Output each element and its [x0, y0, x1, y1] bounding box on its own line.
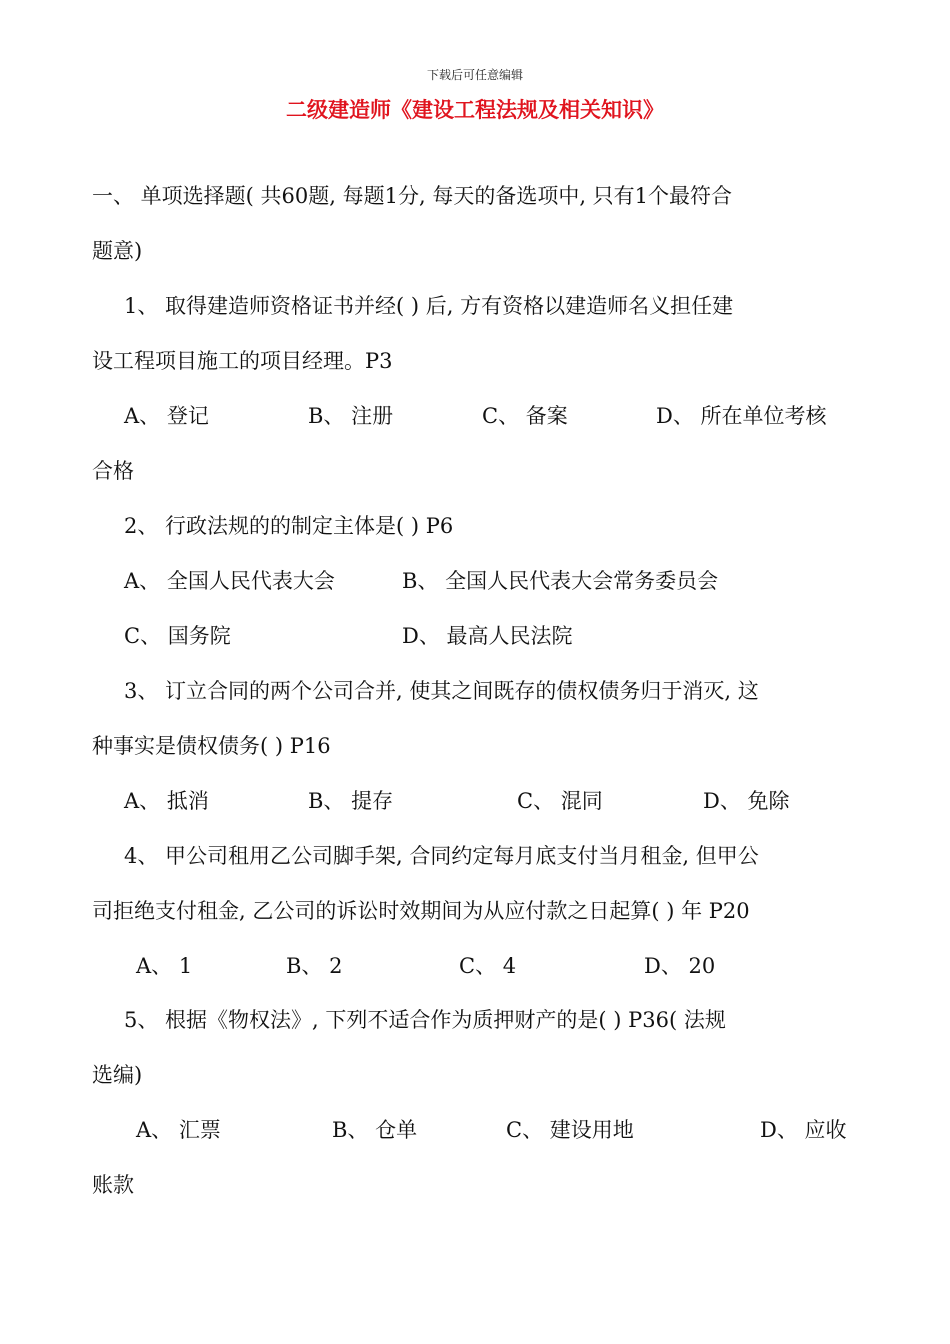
question-5-option-continuation: 账款 — [92, 1173, 134, 1197]
question-2-option-b: B、 全国人民代表大会常务委员会 — [402, 569, 719, 593]
question-4-option-d: D、 20 — [644, 954, 716, 978]
question-1-line-2: 设工程项目施工的项目经理。P3 — [92, 349, 393, 373]
question-4-line-2: 司拒绝支付租金, 乙公司的诉讼时效期间为从应付款之日起算( ) 年 P20 — [92, 899, 750, 923]
document-title: 二级建造师《建设工程法规及相关知识》 — [286, 97, 664, 122]
question-1-option-b: B、 注册 — [308, 404, 394, 428]
header-note: 下载后可任意编辑 — [426, 68, 523, 82]
question-2-option-c: C、 国务院 — [124, 624, 231, 648]
section-heading-line-2: 题意) — [92, 239, 143, 263]
section-heading-line-1: 一、 单项选择题( 共60题, 每题1分, 每天的备选项中, 只有1个最符合 — [92, 184, 733, 208]
question-3-option-b: B、 提存 — [308, 789, 394, 813]
question-2-option-a: A、 全国人民代表大会 — [124, 569, 335, 593]
question-5-option-d: D、 应收 — [760, 1118, 847, 1142]
question-3-option-a: A、 抵消 — [124, 789, 209, 813]
question-3-option-d: D、 免除 — [703, 789, 790, 813]
question-5-line-2: 选编) — [92, 1063, 143, 1087]
question-4-line-1: 4、 甲公司租用乙公司脚手架, 合同约定每月底支付当月租金, 但甲公 — [124, 844, 759, 868]
question-2-option-d: D、 最高人民法院 — [402, 624, 573, 648]
question-1-option-a: A、 登记 — [124, 404, 209, 428]
question-1-option-d: D、 所在单位考核 — [656, 404, 827, 428]
question-5-option-a: A、 汇票 — [136, 1118, 221, 1142]
question-2-line-1: 2、 行政法规的的制定主体是( ) P6 — [124, 514, 454, 538]
question-4-option-b: B、 2 — [286, 954, 343, 978]
question-1-option-continuation: 合格 — [92, 459, 134, 483]
question-4-option-c: C、 4 — [459, 954, 517, 978]
question-5-option-b: B、 仓单 — [332, 1118, 418, 1142]
question-1-option-c: C、 备案 — [482, 404, 568, 428]
question-1-line-1: 1、 取得建造师资格证书并经( ) 后, 方有资格以建造师名义担任建 — [124, 294, 734, 318]
question-5-line-1: 5、 根据《物权法》, 下列不适合作为质押财产的是( ) P36( 法规 — [124, 1008, 726, 1032]
question-3-line-1: 3、 订立合同的两个公司合并, 使其之间既存的债权债务归于消灭, 这 — [124, 679, 759, 703]
question-5-option-c: C、 建设用地 — [506, 1118, 634, 1142]
question-3-option-c: C、 混同 — [517, 789, 603, 813]
question-4-option-a: A、 1 — [136, 954, 193, 978]
question-3-line-2: 种事实是债权债务( ) P16 — [92, 734, 331, 758]
